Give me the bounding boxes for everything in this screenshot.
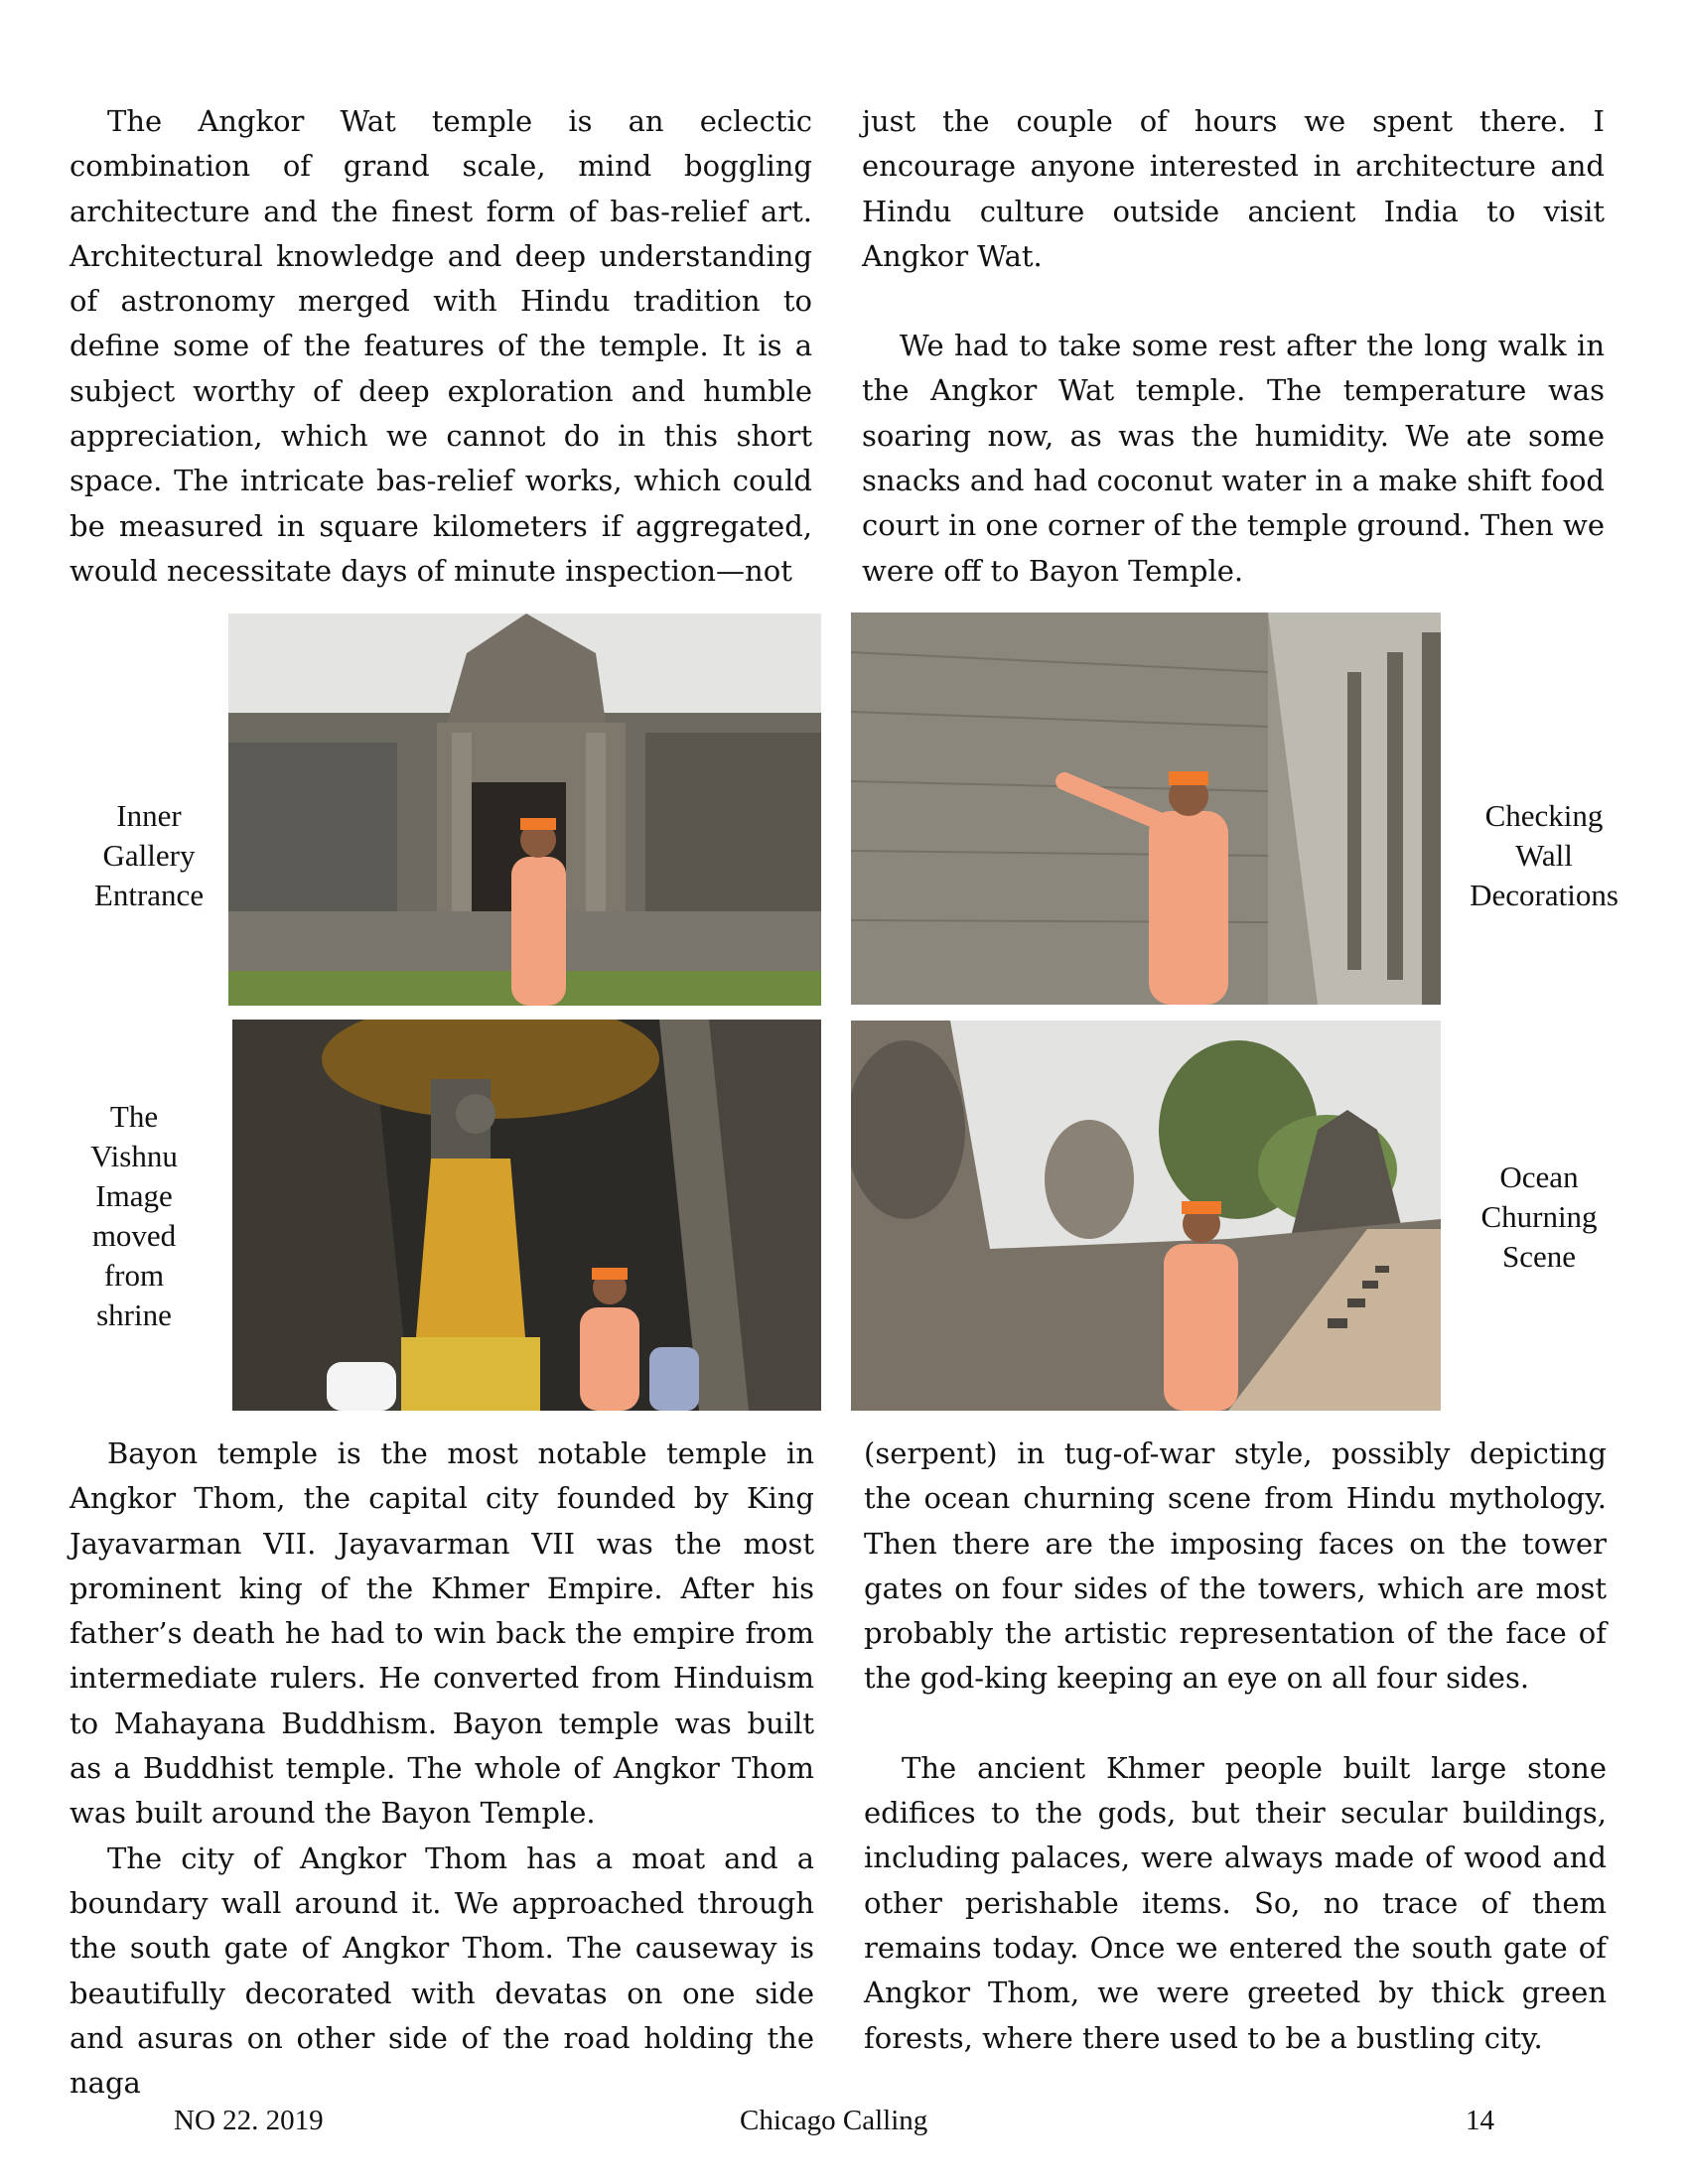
footer-issue: NO 22. 2019 (174, 2105, 324, 2136)
photo-ocean-churning-scene (851, 1021, 1441, 1411)
photo-inner-gallery-entrance (228, 614, 821, 1006)
photo-checking-wall-decorations (851, 613, 1441, 1005)
article-column-bottom-right (864, 1432, 1607, 2061)
photo-vishnu-image (232, 1020, 821, 1411)
caption-ocean-churning-scene: Ocean Churning Scene (1480, 1160, 1598, 1274)
paragraph-bayon-temple: Bayon temple is the most notable temple in Angkor Thom, the capital city founded by King Jayavarman VII. Jayavarman VII was the most prominent king of the Khmer Empire. After his father’s death he had to win back the empire from intermediate rulers. He converted from Hinduism to Mahayana Buddhism. Bayon temple was built as a Buddhist temple. The whole of Angkor Thom was built around the Bayon Temple. (70, 1436, 814, 1831)
paragraph-continuation: just the couple of hours we spent there. I encourage anyone interested in architecture and Hindu culture outside ancient India to visit Angkor Wat. (862, 104, 1605, 273)
paragraph-ocean-churning: (serpent) in tug-of-war style, possibly depicting the ocean churning scene from Hindu mythology. Then there are the imposing faces on the tower gates on four sides of the towers, which are most probably the artistic representation of the face of the god-king keeping an eye on all four sides. (864, 1436, 1607, 1696)
caption-checking-wall-decorations: Checking Wall Decorations (1470, 798, 1618, 912)
paragraph-angkor-thom: The city of Angkor Thom has a moat and a boundary wall around it. We approached through the south gate of Angkor Thom. The causeway is beautifully decorated with devatas on one side and asuras on other side of the road holding the naga (70, 1841, 814, 2101)
caption-inner-gallery-entrance: Inner Gallery Entrance (93, 798, 205, 912)
paragraph-angkor-wat: The Angkor Wat temple is an eclectic combination of grand scale, mind boggling architecture and the finest form of bas-relief art. Architectural knowledge and deep understanding of astronomy merged with Hindu tradition to define some of the features of the temple. It is a subject worthy of deep exploration and humble appreciation, which we cannot do in this short space. The intricate bas-relief works, which could be measured in square kilometers if aggregated, would necessitate days of minute inspection—not (70, 104, 812, 588)
article-column-top-right (862, 99, 1605, 594)
caption-vishnu-image: The Vishnu Image moved from shrine (90, 1099, 178, 1332)
article-column-bottom-left (70, 1432, 814, 2106)
paragraph-rest: We had to take some rest after the long walk in the Angkor Wat temple. The temperature was soaring now, as was the humidity. We ate some snacks and had coconut water in a make shift food court in one corner of the temple ground. Then we were off to Bayon Temple. (862, 329, 1605, 588)
footer-magazine-name: Chicago Calling (740, 2105, 928, 2136)
footer-page-number: 14 (1466, 2105, 1494, 2136)
paragraph-khmer-people: The ancient Khmer people built large stone edifices to the gods, but their secular buildings, including palaces, were always made of wood and other perishable items. So, no trace of them remains today. Once we entered the south gate of Angkor Thom, we were greeted by thick green forests, where there used to be a bustling city. (864, 1750, 1607, 2055)
article-column-top-left (70, 99, 812, 594)
